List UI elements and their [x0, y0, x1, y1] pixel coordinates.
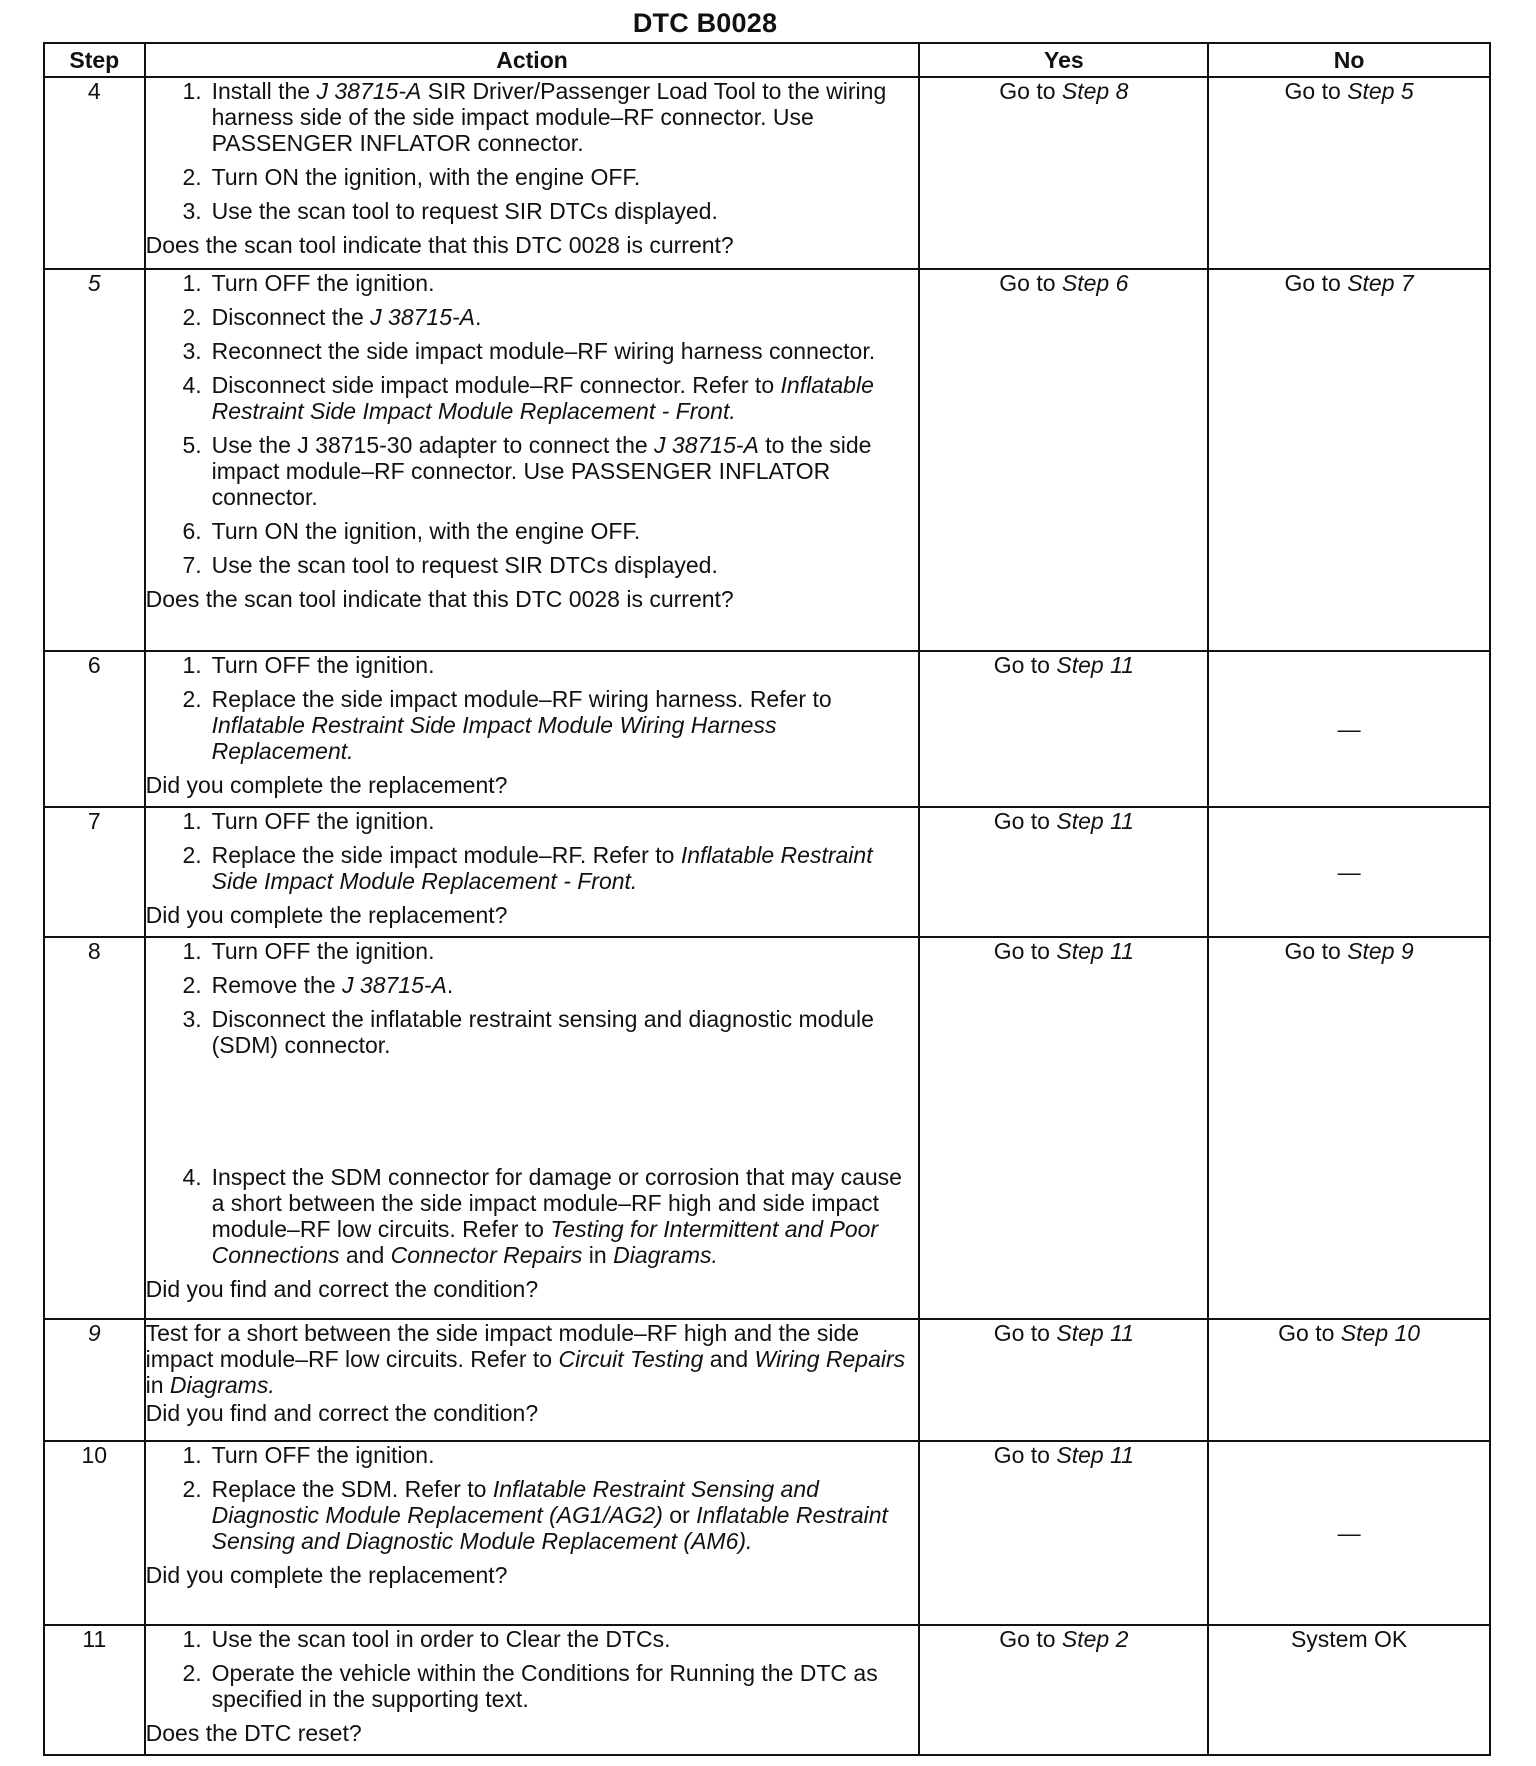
action-text: Test for a short between the side impact module–RF high and the side impact module–RF low circuits. Refer to Circuit Testing and Wiring Repairs in Diagrams. [145, 1320, 906, 1398]
action-cell [145, 77, 920, 269]
table-row [44, 1625, 1490, 1755]
action-item: 1. Turn OFF the ignition. [182, 1442, 435, 1468]
header-action: Action [145, 43, 920, 77]
dtc-table [43, 42, 1491, 1756]
yes-result: Go to Step 11 [919, 651, 1208, 807]
action-item: 5. Use the J 38715-30 adapter to connect the J 38715-A to the side impact module–RF connector. Use PASSENGER INFLATOR connector. [182, 432, 872, 510]
action-item: 4. Inspect the SDM connector for damage or corrosion that may cause a short between the side impact module–RF high and side impact module–RF low circuits. Refer to Testing for Intermittent and Poor Connections and Connector Repairs in Diagrams. [182, 1164, 902, 1268]
step-question: Did you complete the replacement? [145, 772, 508, 798]
no-result: Go to Step 7 [1208, 269, 1490, 651]
action-item: 2. Remove the J 38715-A. [182, 972, 454, 998]
table-row [44, 1441, 1490, 1625]
action-item: 3. Reconnect the side impact module–RF wiring harness connector. [182, 338, 876, 364]
action-item: 1. Turn OFF the ignition. [182, 652, 435, 678]
step-reference: Step 10 [1340, 1320, 1421, 1346]
action-item: 3. Use the scan tool to request SIR DTCs displayed. [182, 198, 718, 224]
header-no: No [1208, 43, 1490, 77]
yes-result: Go to Step 11 [919, 1441, 1208, 1625]
step-reference: Step 9 [1347, 938, 1414, 964]
yes-result: Go to Step 2 [919, 1625, 1208, 1755]
action-item: 6. Turn ON the ignition, with the engine OFF. [182, 518, 641, 544]
step-reference: Step 11 [1056, 808, 1134, 834]
action-item: 2. Operate the vehicle within the Conditions for Running the DTC as specified in the supporting text. [182, 1660, 878, 1712]
step-reference: Step 11 [1056, 1320, 1134, 1346]
step-question: Did you complete the replacement? [145, 902, 508, 928]
yes-result: Go to Step 8 [919, 77, 1208, 269]
header-step: Step [44, 43, 145, 77]
action-item: 2. Replace the side impact module–RF. Refer to Inflatable Restraint Side Impact Module Replacement - Front. [182, 842, 873, 894]
table-row [44, 807, 1490, 937]
action-cell [145, 1319, 920, 1441]
step-question: Did you find and correct the condition? [145, 1400, 539, 1426]
yes-result: Go to Step 11 [919, 937, 1208, 1319]
no-result: — [1208, 807, 1490, 937]
step-reference: Step 8 [1061, 78, 1129, 104]
action-cell [145, 269, 920, 651]
page-title: DTC B0028 [632, 8, 778, 38]
no-result: Go to Step 10 [1208, 1319, 1490, 1441]
step-number: 7 [44, 807, 145, 937]
table-row [44, 269, 1490, 651]
table-row [44, 77, 1490, 269]
action-item: 2. Turn ON the ignition, with the engine OFF. [182, 164, 641, 190]
step-reference: Step 6 [1061, 270, 1129, 296]
yes-result: Go to Step 11 [919, 807, 1208, 937]
no-result: Go to Step 9 [1208, 937, 1490, 1319]
step-question: Does the DTC reset? [145, 1720, 362, 1746]
action-item: 1. Turn OFF the ignition. [182, 270, 435, 296]
step-number: 4 [44, 77, 145, 269]
no-result: — [1208, 1441, 1490, 1625]
yes-result: Go to Step 11 [919, 1319, 1208, 1441]
no-result: — [1208, 651, 1490, 807]
step-question: Did you complete the replacement? [145, 1562, 508, 1588]
action-cell [145, 937, 920, 1319]
action-item: 1. Turn OFF the ignition. [182, 808, 435, 834]
action-cell [145, 651, 920, 807]
step-question: Does the scan tool indicate that this DTC 0028 is current? [145, 586, 734, 612]
no-result: System OK [1208, 1625, 1490, 1755]
no-result: Go to Step 5 [1208, 77, 1490, 269]
step-number: 8 [44, 937, 145, 1319]
action-item: 3. Disconnect the inflatable restraint sensing and diagnostic module (SDM) connector. [182, 1006, 874, 1058]
step-reference: Step 11 [1056, 938, 1134, 964]
action-item: 1. Use the scan tool in order to Clear the DTCs. [182, 1626, 671, 1652]
step-question: Did you find and correct the condition? [145, 1276, 539, 1302]
table-row [44, 1319, 1490, 1441]
action-item: 2. Replace the SDM. Refer to Inflatable Restraint Sensing and Diagnostic Module Replacement (AG1/AG2) or Inflatable Restraint Sensing and Diagnostic Module Replacement (AM6). [182, 1476, 888, 1554]
table-row [44, 651, 1490, 807]
step-reference: Step 5 [1347, 78, 1414, 104]
table-row [44, 937, 1490, 1319]
step-reference: Step 7 [1347, 270, 1414, 296]
action-item: 2. Disconnect the J 38715-A. [182, 304, 482, 330]
step-number: 11 [44, 1625, 145, 1755]
step-number: 5 [44, 269, 145, 651]
action-item: 2. Replace the side impact module–RF wiring harness. Refer to Inflatable Restraint Side Impact Module Wiring Harness Replacement. [182, 686, 832, 764]
step-number: 10 [44, 1441, 145, 1625]
step-question: Does the scan tool indicate that this DTC 0028 is current? [145, 232, 734, 258]
header-yes: Yes [919, 43, 1208, 77]
action-cell [145, 1625, 920, 1755]
step-number: 6 [44, 651, 145, 807]
action-item: 1. Turn OFF the ignition. [182, 938, 435, 964]
action-cell [145, 807, 920, 937]
action-item: 1. Install the J 38715-A SIR Driver/Passenger Load Tool to the wiring harness side of the side impact module–RF connector. Use PASSENGER INFLATOR connector. [182, 78, 887, 156]
step-number: 9 [44, 1319, 145, 1441]
action-cell [145, 1441, 920, 1625]
action-item: 4. Disconnect side impact module–RF connector. Refer to Inflatable Restraint Side Impact Module Replacement - Front. [182, 372, 874, 424]
table-header-row [44, 43, 1490, 77]
step-reference: Step 11 [1056, 1442, 1134, 1468]
action-item: 7. Use the scan tool to request SIR DTCs displayed. [182, 552, 718, 578]
yes-result: Go to Step 6 [919, 269, 1208, 651]
step-reference: Step 2 [1061, 1626, 1129, 1652]
step-reference: Step 11 [1056, 652, 1134, 678]
